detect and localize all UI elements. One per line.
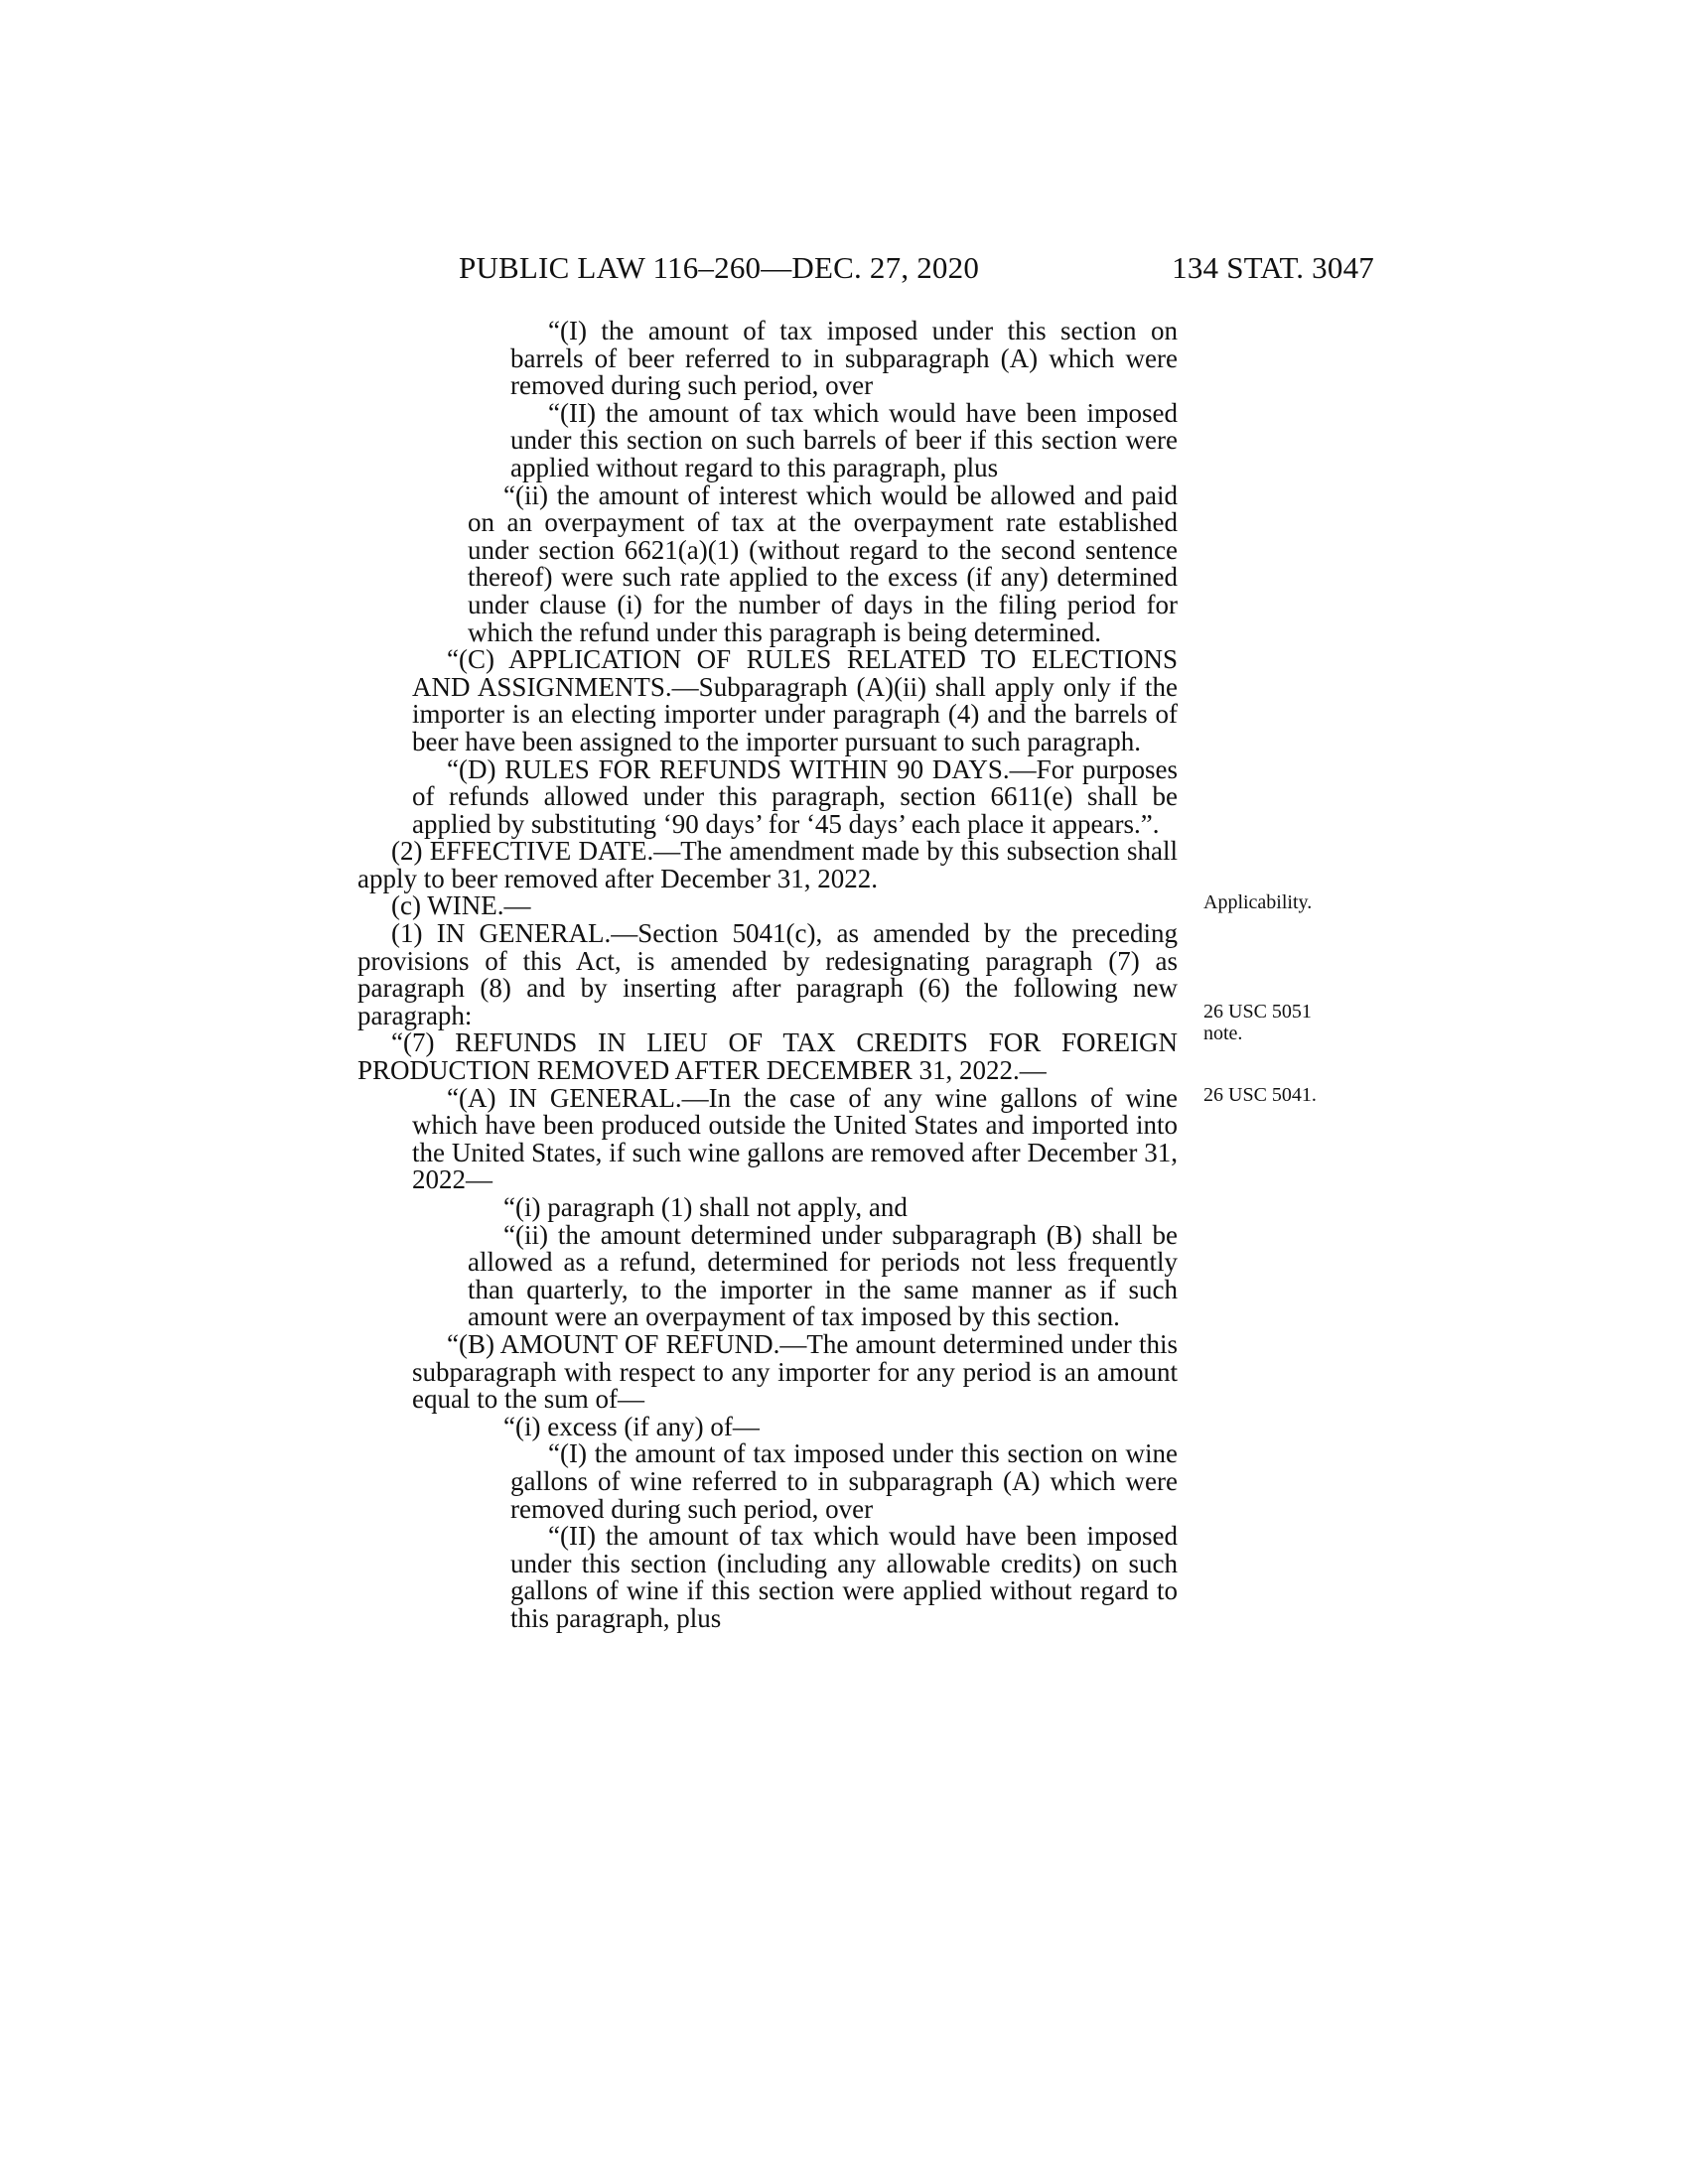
paragraph-clause-ii: “(ii) the amount of interest which would be allowed and paid on an overpayment of tax at the overpayment rate established under section 6621(a)(1) (without regard to the second sentence thereof) were such rate applied to the excess (if any) determined under clause (i) for the number of days in the filing period for which the refund under this paragraph is being determined.: [468, 479, 1178, 647]
margin-note-26usc5041: 26 USC 5041.: [1203, 1084, 1317, 1106]
paragraph-wine-A: “(A) IN GENERAL.—In the case of any wine gallons of wine which have been produced outside the United States and imported into the United States, if such wine gallons are removed after December 31, 2022—: [412, 1082, 1178, 1195]
stat-citation: 134 STAT. 3047: [1172, 250, 1374, 285]
margin-note-26usc5051: 26 USC 5051 note.: [1203, 1001, 1312, 1044]
page-header: [459, 250, 1374, 294]
paragraph-wine-A-i: “(i) paragraph (1) shall not apply, and: [503, 1192, 908, 1222]
paragraph-subparagraph-C: “(C) APPLICATION OF RULES RELATED TO ELECTIONS AND ASSIGNMENTS.—Subparagraph (A)(ii) shall apply only if the importer is an electing importer under paragraph (4) and the barrels of beer have been assigned to the importer pursuant to such paragraph.: [412, 644, 1178, 756]
paragraph-wine-B-i: “(i) excess (if any) of—: [503, 1411, 760, 1441]
paragraph-wine-B-i-I: “(I) the amount of tax imposed under this section on wine gallons of wine referred to in subparagraph (A) which were removed during such period, over: [510, 1438, 1178, 1524]
paragraph-in-general: (1) IN GENERAL.—Section 5041(c), as amended by the preceding provisions of this Act, is amended by redesignating paragraph (7) as paragraph (8) and by inserting after paragraph (6) the following new paragraph:: [357, 918, 1178, 1030]
margin-note-applicability: Applicability.: [1203, 891, 1313, 913]
paragraph-subclause-II: “(II) the amount of tax which would have been imposed under this section on such barrels of beer if this section were applied without regard to this paragraph, plus: [510, 397, 1178, 482]
paragraph-effective-date: (2) EFFECTIVE DATE.—The amendment made by this subsection shall apply to beer removed after December 31, 2022.: [357, 836, 1178, 893]
paragraph-wine-B: “(B) AMOUNT OF REFUND.—The amount determined under this subparagraph with respect to any importer for any period is an amount equal to the sum of—: [412, 1328, 1178, 1415]
paragraph-subclause-I: “(I) the amount of tax imposed under this section on barrels of beer referred to in subparagraph (A) which were removed during such period, over: [510, 316, 1178, 401]
law-title: PUBLIC LAW 116–260—DEC. 27, 2020: [459, 250, 980, 285]
heading-wine: (c) WINE.—: [391, 890, 531, 921]
paragraph-wine-B-i-II: “(II) the amount of tax which would have been imposed under this section (including any allowable credits) on such gallons of wine if this section were applied without regard to this paragraph, plus: [510, 1521, 1178, 1633]
document-body: [357, 318, 1178, 1633]
paragraph-subparagraph-D: “(D) RULES FOR REFUNDS WITHIN 90 DAYS.—For purposes of refunds allowed under this paragraph, section 6611(e) shall be applied by substituting ‘90 days’ for ‘45 days’ each place it appears.”.: [412, 753, 1178, 839]
paragraph-wine-A-ii: “(ii) the amount determined under subparagraph (B) shall be allowed as a refund, determined for periods not less frequently than quarterly, to the importer in the same manner as if such amount were an overpayment of tax imposed by this section.: [468, 1219, 1178, 1332]
paragraph-7-refunds: “(7) REFUNDS IN LIEU OF TAX CREDITS FOR FOREIGN PRODUCTION REMOVED AFTER DECEMBER 31, 2022.—: [357, 1027, 1178, 1086]
